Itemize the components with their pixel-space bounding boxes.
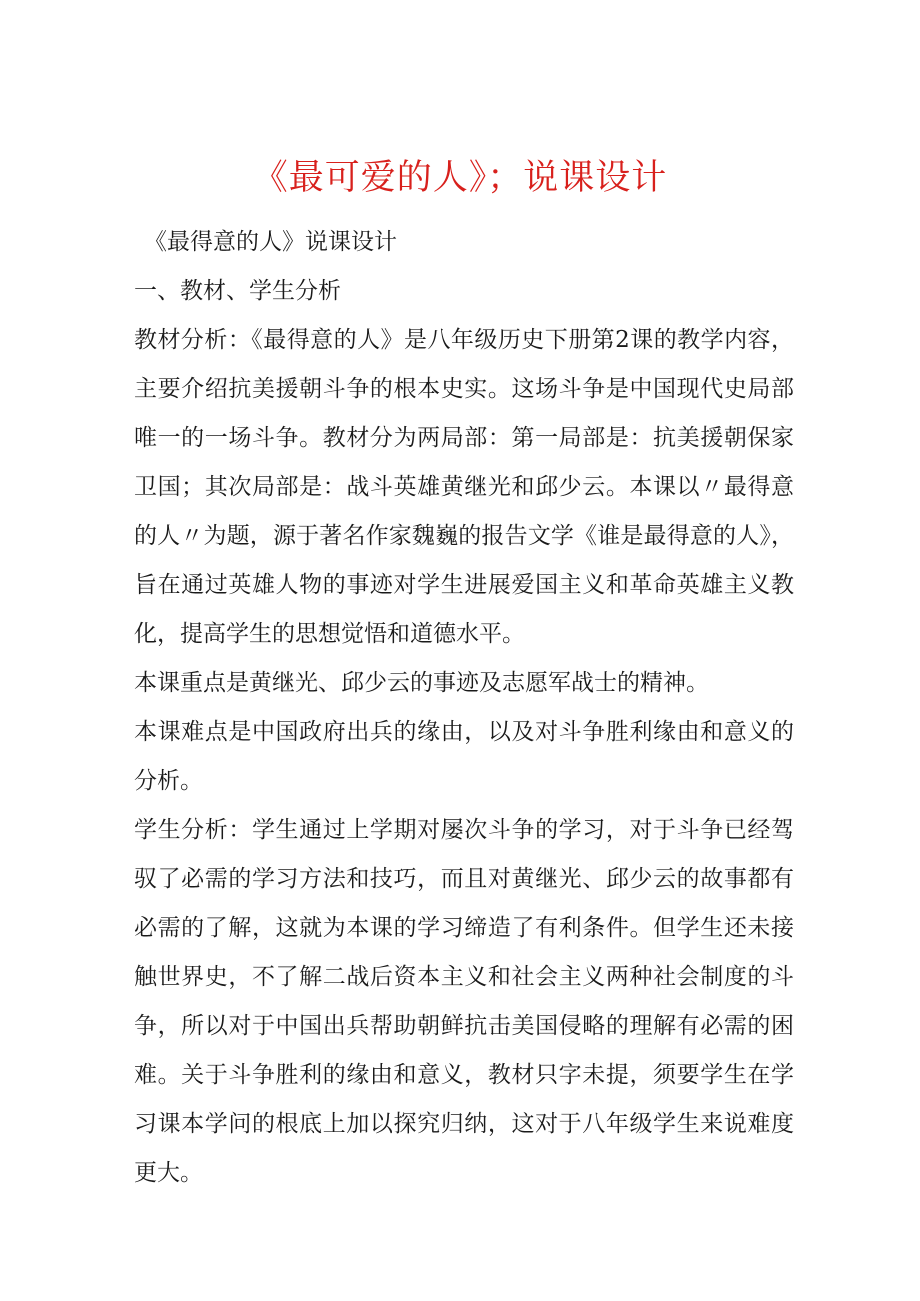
paragraph-key-points: 本课重点是黄继光、邱少云的事迹及志愿军战士的精神。	[134, 670, 709, 696]
paragraph-student-analysis: 学生分析：学生通过上学期对屡次斗争的学习，对于斗争已经驾驭了必需的学习方法和技巧，而且对黄继光、邱少云的故事都有必需的了解，这就为本课的学习缔造了有利条件。但学生还未接触世界史，不了解二战后资本主义和社会主义两种社会制度的斗争，所以对于中国出兵帮助朝鲜抗击美国侵略的理解有必需的困难。关于斗争胜利的缘由和意义，教材只字未提，须要学生在学习课本学问的根底上加以探究归纳，这对于八年级学生来说难度更大。	[134, 817, 794, 1186]
document-body	[134, 218, 794, 1198]
document-title: 《最可爱的人》；说课设计	[252, 158, 668, 198]
document-subtitle: 《最得意的人》说课设计	[144, 229, 397, 255]
paragraph-difficult-points: 本课难点是中国政府出兵的缘由，以及对斗争胜利缘由和意义的分析。	[134, 719, 794, 794]
paragraph-textbook-analysis: 教材分析：《最得意的人》是八年级历史下册第2课的教学内容，主要介绍抗美援朝斗争的根本史实。这场斗争是中国现代史局部唯一的一场斗争。教材分为两局部：第一局部是：抗美援朝保家卫国；其次局部是：战斗英雄黄继光和邱少云。本课以〃最得意的人〃为题，源于著名作家魏巍的报告文学《谁是最得意的人》，旨在通过英雄人物的事迹对学生进展爱国主义和革命英雄主义教化，提高学生的思想觉悟和道德水平。	[134, 327, 794, 647]
section-heading: 一、教材、学生分析	[134, 278, 341, 304]
